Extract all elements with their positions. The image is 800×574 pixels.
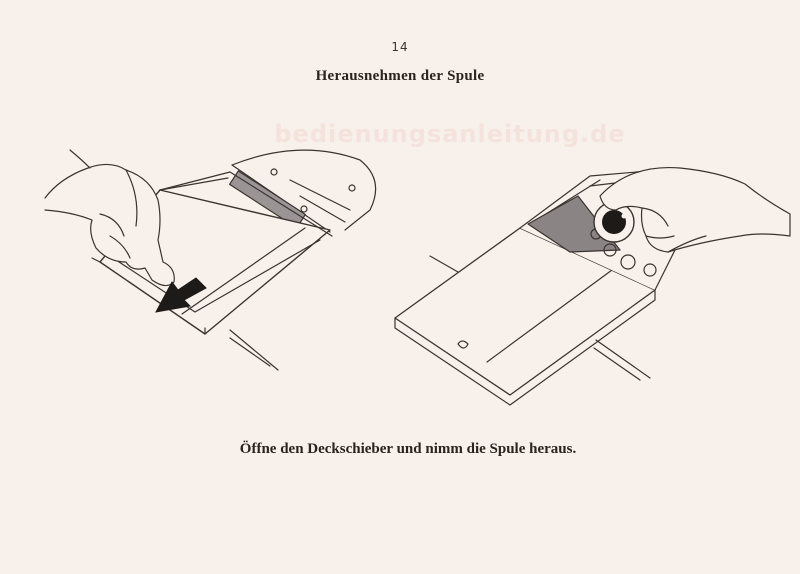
section-heading: Herausnehmen der Spule <box>315 68 485 84</box>
instruction-caption: Öffne den Deckschieber und nimm die Spule heraus. <box>239 441 577 457</box>
watermark-text: bedienungsanleitung.de <box>274 120 626 148</box>
page-number: 14 <box>391 40 409 54</box>
